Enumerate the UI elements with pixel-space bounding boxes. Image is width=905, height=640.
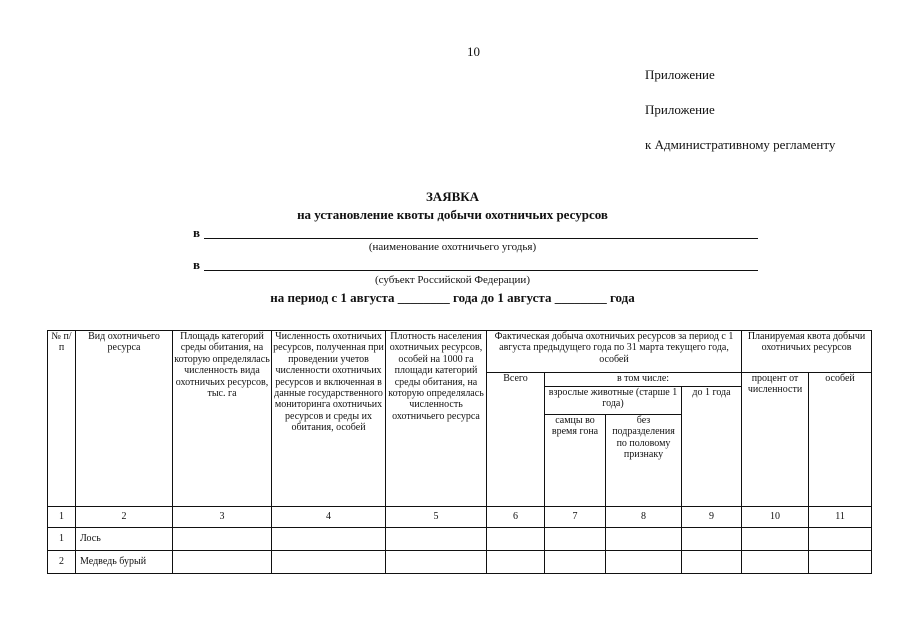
col-num-7: 7 xyxy=(545,507,606,528)
header-percent: процент от численности xyxy=(742,373,809,507)
row-species: Медведь бурый xyxy=(76,551,173,574)
table-cell[interactable] xyxy=(742,551,809,574)
table-cell[interactable] xyxy=(386,528,487,551)
table-cell[interactable] xyxy=(606,551,682,574)
table-cell[interactable] xyxy=(487,528,545,551)
table-row xyxy=(48,551,872,574)
col-num-5: 5 xyxy=(386,507,487,528)
table-cell[interactable] xyxy=(386,551,487,574)
table-cell[interactable] xyxy=(272,528,386,551)
table-cell[interactable] xyxy=(545,551,606,574)
col-num-6: 6 xyxy=(487,507,545,528)
col-num-10: 10 xyxy=(742,507,809,528)
col-num-9: 9 xyxy=(682,507,742,528)
header-no-sex-division: без подразделения по половому признаку xyxy=(606,415,682,507)
header-total: Всего xyxy=(487,373,545,507)
appendix-line-3: к Административному регламенту xyxy=(645,137,836,152)
form-subtitle: на установление квоты добычи охотничьих ресурсов xyxy=(297,207,608,222)
col-num-1: 1 xyxy=(48,507,76,528)
row-num: 1 xyxy=(48,528,76,551)
quota-table xyxy=(47,330,872,574)
table-cell[interactable] xyxy=(606,528,682,551)
col-num-4: 4 xyxy=(272,507,386,528)
table-cell[interactable] xyxy=(545,528,606,551)
header-area: Площадь категорий среды обитания, на которую определялась численность вида охотничьих ресурсов, тыс. га xyxy=(173,331,272,507)
table-cell[interactable] xyxy=(487,551,545,574)
header-adults: взрослые животные (старше 1 года) xyxy=(545,387,682,415)
appendix-line-2: Приложение xyxy=(645,102,715,117)
period-line: на период с 1 августа ________ года до 1 августа ________ года xyxy=(270,290,635,305)
col-num-2: 2 xyxy=(76,507,173,528)
header-animals: особей xyxy=(809,373,872,507)
header-actual-harvest: Фактическая добыча охотничьих ресурсов за период с 1 августа предыдущего года по 31 марта текущего года, особей xyxy=(487,331,742,373)
field-prefix-2: в xyxy=(193,257,201,272)
header-density: Плотность населения охотничьих ресурсов, особей на 1000 га площади категорий среды обитания, на которую определялась численность охотничьего ресурса xyxy=(386,331,487,507)
table-cell[interactable] xyxy=(173,528,272,551)
table-cell[interactable] xyxy=(682,551,742,574)
table-cell[interactable] xyxy=(809,551,872,574)
row-num: 2 xyxy=(48,551,76,574)
federation-subject-caption: (субъект Российской Федерации) xyxy=(375,274,530,286)
header-including: в том числе: xyxy=(545,373,742,387)
header-num: № п/п xyxy=(48,331,76,507)
row-species: Лось xyxy=(76,528,173,551)
table-cell[interactable] xyxy=(742,528,809,551)
header-planned-quota: Планируемая квота добычи охотничьих ресурсов xyxy=(742,331,872,373)
hunting-ground-caption: (наименование охотничьего угодья) xyxy=(368,241,537,253)
appendix-line-1: Приложение xyxy=(645,67,715,82)
col-num-3: 3 xyxy=(173,507,272,528)
header-under-1-year: до 1 года xyxy=(682,387,742,507)
table-cell[interactable] xyxy=(809,528,872,551)
page-number: 10 xyxy=(467,44,480,59)
header-count: Численность охотничьих ресурсов, полученная при проведении учетов численности охотничьих ресурсов и включенная в данные государственного мониторинга охотничьих ресурсов и среды их обитания, особей xyxy=(272,331,386,507)
table-cell[interactable] xyxy=(173,551,272,574)
table-cell[interactable] xyxy=(682,528,742,551)
hunting-ground-field[interactable] xyxy=(204,238,758,239)
field-prefix-1: в xyxy=(193,225,201,240)
table-row xyxy=(48,528,872,551)
col-num-8: 8 xyxy=(606,507,682,528)
table-cell[interactable] xyxy=(272,551,386,574)
header-males-rut: самцы во время гона xyxy=(545,415,606,507)
federation-subject-field[interactable] xyxy=(204,270,758,271)
header-species: Вид охотничьего ресурса xyxy=(76,331,173,507)
form-title: ЗАЯВКА xyxy=(425,189,480,204)
col-num-11: 11 xyxy=(809,507,872,528)
